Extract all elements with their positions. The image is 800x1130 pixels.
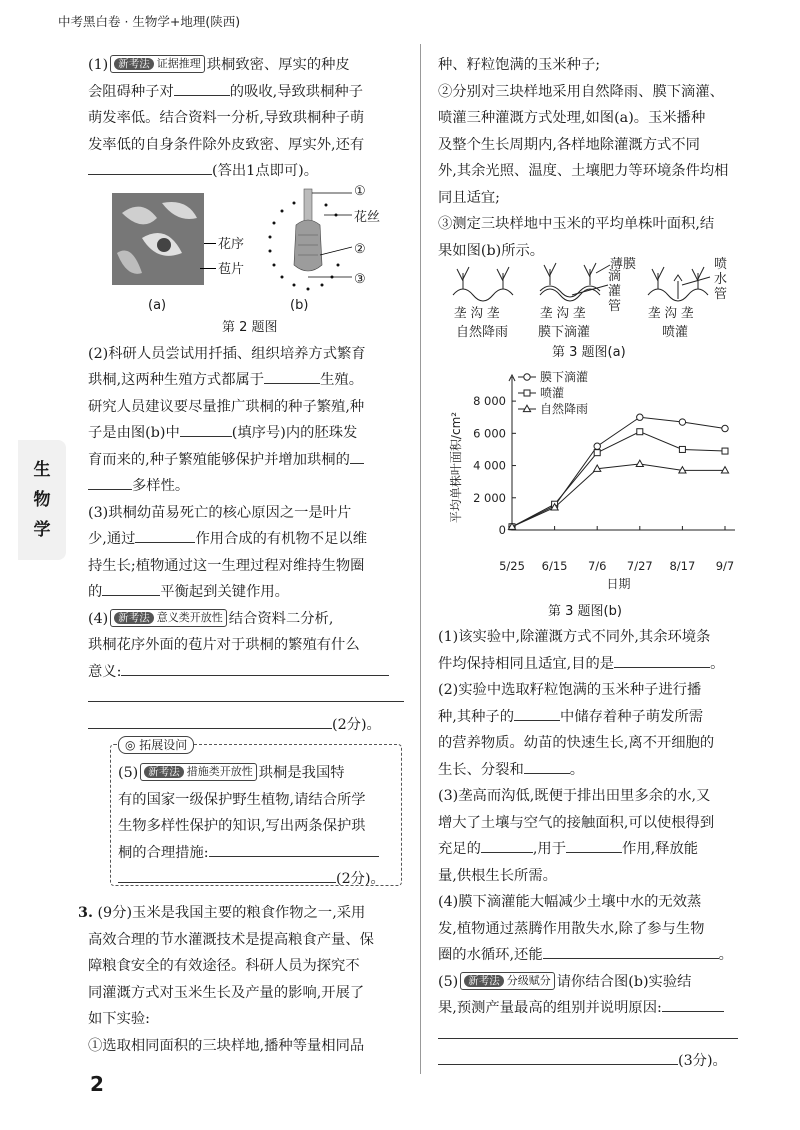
figure-3b-chart [440,365,750,625]
q3-line: (3)珙桐幼苗易死亡的核心原因之一是叶片 [88,504,352,521]
data-point [594,450,600,456]
q3-stem-line: ①选取相同面积的三块样地,播种等量相同品 [88,1037,365,1054]
plot-name: 膜下滴灌 [538,325,591,340]
sub-line: (2)实验中选取籽粒饱满的玉米种子进行播 [438,682,702,698]
data-point [722,448,728,454]
label-circle-2: ② [354,241,366,257]
sub-line: (1)该实验中,除灌溉方式不同外,其余环境条 [438,629,711,645]
q3-line: 少,通过 作用合成的有机物不足以维 [88,526,408,553]
y-tick-label: 8 000 [473,394,506,409]
ridge-label: 垄 沟 垄 [648,305,694,320]
figure-3a-caption: 第 3 题图(a) [552,345,626,360]
x-tick-label: 8/17 [669,559,696,573]
figure-3a [448,255,748,365]
answer-blank[interactable] [121,659,389,676]
intro-line: 及整个生长周期内,各样地除灌溉方式不同 [438,136,700,153]
side-tab-char: 物 [33,490,51,510]
x-tick-label: 9/7 [715,559,735,573]
q4-line [88,685,408,712]
answer-blank[interactable] [88,712,332,729]
sub-line: 果,预测产量最高的组别并说明原因: [438,995,748,1022]
label-spray-pipe: 喷 水 管 [714,257,728,302]
q1-line: 会阻碍种子对 的吸收,导致珙桐种子 [88,79,408,106]
label-circle-1: ① [354,183,366,199]
answer-blank[interactable] [438,1048,678,1065]
side-tab-char: 生 [33,460,51,480]
data-point [524,374,530,380]
label-circle-3: ③ [354,271,366,287]
data-point [679,419,685,425]
figure-2a-photo [112,193,204,285]
question-3-subquestions [438,624,748,1075]
answer-blank[interactable] [88,158,212,175]
legend-label: 喷灌 [540,386,565,400]
q1-line: 萌发率低。结合资料一分析,导致珙桐种子萌 [88,110,365,126]
sub-line: 件均保持相同且适宜,目的是 。 [438,651,748,678]
q3-stem-line: 障粮食安全的有效途径。科研人员为探究不 [88,958,360,974]
q2-line: 子是由图(b)中 (填序号)内的胚珠发 [88,420,408,447]
answer-blank[interactable] [438,1022,738,1039]
answer-blank[interactable] [566,836,622,853]
sub-line: (3)垄高而沟低,既便于排出田里多余的水,又 [438,788,711,804]
new-method-tag: 新考法 意义类开放性 [110,609,227,627]
y-tick-label: 6 000 [473,426,506,441]
sub-line: 增大了土壤与空气的接触面积,可以使根得到 [438,814,715,831]
q1-line: (答出1点即可)。 [88,158,408,185]
question-3-stem [78,900,408,1059]
intro-line: 同且适宜; [438,189,501,206]
label-drip-pipe: 滴 灌 管 [608,269,622,314]
sub-line: 生长、分裂和 。 [438,757,748,784]
q3-stem-line: 如下实验: [88,1011,151,1027]
legend-label: 自然降雨 [540,402,589,416]
y-axis-label: 平均单株叶面积/cm² [449,411,463,524]
label-film: 薄膜 [610,257,637,272]
new-method-tag: 新考法 分级赋分 [460,972,555,990]
answer-blank[interactable] [180,420,232,437]
data-point [637,414,643,420]
q4-line: (2分)。 [88,712,408,739]
extension-content [118,760,394,893]
subfig-a-label: (a) [148,297,167,313]
label-bract: 苞片 [218,261,245,277]
answer-blank[interactable] [88,685,404,702]
y-tick-label: 2 000 [473,490,506,505]
figure-2-caption: 第 2 题图 [222,319,278,335]
q1-line: (1) 新考法 证据推理 珙桐致密、厚实的种皮 [88,57,350,73]
answer-blank[interactable] [481,836,533,853]
answer-blank[interactable] [174,79,230,96]
plot-name: 喷灌 [662,325,689,340]
q3-line: 持生长;植物通过这一生理过程对维持生物圈 [88,557,365,574]
running-header: 中考黑白卷 · 生物学+地理(陕西) [58,14,241,29]
answer-blank[interactable] [614,651,710,668]
x-axis-label: 日期 [606,577,631,591]
y-tick-label: 0 [498,523,506,537]
y-tick-label: 4 000 [473,458,506,473]
data-point [679,446,685,452]
intro-line: 种、籽粒饱满的玉米种子; [438,57,601,73]
intro-line: ③测定三块样地中玉米的平均单株叶面积,结 [438,216,715,232]
q2-line: 研究人员建议要尽量推广珙桐的种子繁殖,种 [88,398,365,415]
figure-2 [88,185,408,335]
sub-line: 种,其种子的 中储存着种子萌发所需 [438,704,748,731]
data-point [636,460,643,466]
intro-line: 喷灌三种灌溉方式处理,如图(a)。玉米播种 [438,110,706,126]
q4-line: (4) 新考法 意义类开放性 结合资料二分析, [88,610,334,627]
data-point [594,443,600,449]
intro-line: 果如图(b)所示。 [438,242,545,259]
right-column-intro [438,52,748,264]
ext-line: 桐的合理措施: [118,840,394,867]
data-point [721,467,728,473]
sub-line: (3分)。 [438,1048,748,1075]
ext-line: 有的国家一级保护野生植物,请结合所学 [118,791,366,808]
q3-stem-line: 3. (9分)玉米是我国主要的粮食作物之一,采用 [78,905,366,921]
q4-line: 珙桐花序外面的苞片对于珙桐的繁殖有什么 [88,637,360,653]
ext-line: (2分)。 [118,866,394,893]
ext-line: 生物多样性保护的知识,写出两条保护珙 [118,818,366,834]
answer-blank[interactable] [102,579,160,596]
data-point [523,405,530,411]
sub-line [438,1022,748,1049]
sub-line: 圈的水循环,还能 。 [438,942,748,969]
new-method-tag: 新考法 措施类开放性 [140,763,257,781]
x-tick-label: 7/6 [587,559,607,573]
q2-line: 育而来的,种子繁殖能够保护并增加珙桐的 [88,447,408,474]
sub-line: 充足的 ,用于 作用,释放能 [438,836,748,863]
x-tick-label: 7/27 [626,559,653,573]
answer-blank[interactable] [662,995,724,1012]
q2-line: 多样性。 [88,473,408,500]
side-tab-char: 学 [33,520,51,540]
series-line [512,464,725,527]
intro-line: 外,其余光照、温度、土壤肥力等环境条件均相 [438,163,729,179]
legend-label: 膜下滴灌 [540,370,589,384]
x-tick-label: 6/15 [541,559,568,573]
sub-line: 量,供根生长所需。 [438,867,557,884]
x-tick-label: 5/25 [499,559,525,573]
new-method-tag: 新考法 证据推理 [110,55,205,73]
label-filament: 花丝 [354,209,381,225]
ext-line: (5) 新考法 措施类开放性 珙桐是我国特 [118,765,345,781]
q3-line: 的 平衡起到关键作用。 [88,579,408,606]
column-divider [420,44,421,1074]
sub-line: (5) 新考法 分级赋分 请你结合图(b)实验结 [438,973,692,990]
subject-side-tab [18,440,66,560]
answer-blank[interactable] [514,704,560,721]
plot-name: 自然降雨 [456,325,509,340]
ridge-label: 垄 沟 垄 [454,305,500,320]
left-column [88,52,408,738]
q2-line: 珙桐,这两种生殖方式都属于 生殖。 [88,367,408,394]
q4-line: 意义: [88,659,408,686]
intro-line: ②分别对三块样地采用自然降雨、膜下滴灌、 [438,83,724,100]
answer-blank[interactable] [264,367,320,384]
answer-blank[interactable] [543,942,719,959]
ridge-label: 垄 沟 垄 [540,305,586,320]
answer-blank[interactable] [135,526,195,543]
answer-blank[interactable] [209,840,379,857]
page-number: 2 [90,1072,104,1096]
sub-line: (4)膜下滴灌能大幅减少土壤中水的无效蒸 [438,894,702,910]
answer-blank[interactable] [524,757,570,774]
extension-label: ◎ 拓展设问 [118,736,194,754]
q3-stem-line: 同灌溉方式对玉米生长及产量的影响,开展了 [88,984,365,1001]
sub-line: 发,植物通过蒸腾作用散失水,除了参与生物 [438,920,705,937]
sub-line: 的营养物质。幼苗的快速生长,离不开细胞的 [438,735,715,751]
subfig-b-label: (b) [290,297,309,313]
answer-blank[interactable] [118,866,336,883]
answer-blank[interactable] [350,447,364,464]
q3-stem-line: 高效合理的节水灌溉技术是提高粮食产量、保 [88,931,374,948]
data-point [524,390,530,396]
q2-line: (2)科研人员尝试用扦插、组织培养方式繁育 [88,345,366,362]
data-point [637,429,643,435]
label-inflorescence: 花序 [218,236,245,252]
answer-blank[interactable] [88,473,132,490]
figure-3b-caption: 第 3 题图(b) [548,604,622,619]
q1-line: 发率低的自身条件除外皮致密、厚实外,还有 [88,136,365,153]
data-point [722,425,728,431]
